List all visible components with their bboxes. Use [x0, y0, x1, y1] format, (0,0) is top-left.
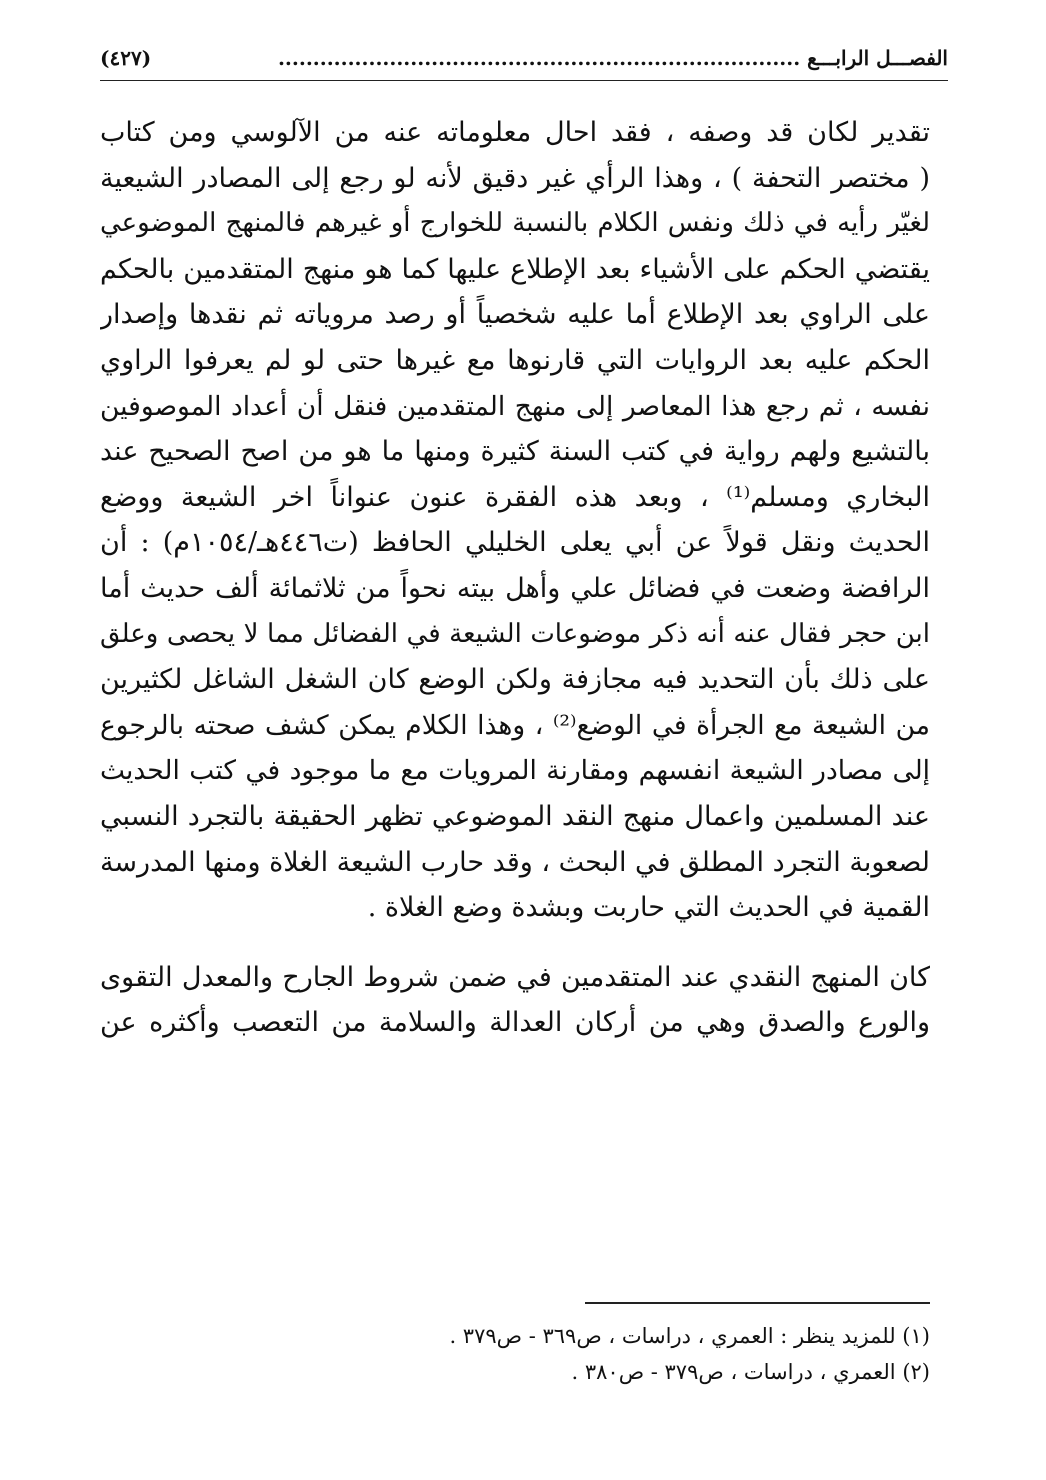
chapter-title	[278, 46, 948, 70]
chapter-title-text: الفصـــل الرابـــع	[807, 46, 948, 70]
page-header	[100, 38, 948, 78]
text-line: لغيّر رأيه في ذلك ونفس الكلام بالنسبة للخوارج أو غيرهم فالمنهج الموضوعي	[100, 208, 930, 239]
text-line: ابن حجر فقال عنه أنه ذكر موضوعات الشيعة في الفضائل مما لا يحصى وعلق	[100, 618, 930, 649]
text-line: القمية في الحديث التي حاربت وبشدة وضع الغلاة .	[367, 892, 930, 924]
footnote-1: (١) للمزيد ينظر : العمري ، دراسات ، ص٣٦٩ - ص٣٧٩ .	[449, 1324, 930, 1348]
footnotes	[100, 1318, 930, 1390]
text-line: الحكم عليه بعد الروايات التي قارنوها مع غيرها حتى لو لم يعرفوا الراوي	[100, 344, 930, 376]
text-line: تقدير لكان قد وصفه ، فقد احال معلوماته عنه من الآلوسي ومن كتاب	[100, 117, 930, 148]
paragraph-1	[100, 110, 930, 931]
text-line: كان المنهج النقدي عند المتقدمين في ضمن شروط الجارح والمعدل التقوى	[100, 961, 930, 993]
text-line: على ذلك بأن التحديد فيه مجازفة ولكن الوضع كان الشغل الشاغل لكثيرين	[100, 664, 930, 696]
text-line: لصعوبة التجرد المطلق في البحث ، وقد حارب الشيعة الغلاة ومنها المدرسة	[100, 846, 930, 878]
text-line: إلى مصادر الشيعة انفسهم ومقارنة المرويات مع ما موجود في كتب الحديث	[100, 755, 930, 787]
text-line: الحديث ونقل قولاً عن أبي يعلى الخليلي الحافظ (ت٤٤٦هـ/١٠٥٤م) : أن	[100, 527, 930, 559]
page-number: (٤٢٧)	[100, 46, 152, 70]
text-line: بالتشيع ولهم رواية في كتب السنة كثيرة ومنها ما هو من اصح الصحيح عند	[100, 436, 930, 468]
text-line: نفسه ، ثم رجع هذا المعاصر إلى منهج المتقدمين فنقل أن أعداد الموصوفين	[100, 390, 930, 422]
text-line: والورع والصدق وهي من أركان العدالة والسلامة من التعصب وأكثره عن	[100, 1007, 930, 1039]
text-line: على الراوي بعد الإطلاع أما عليه شخصياً أو رصد مروياته ثم نقدها وإصدار	[100, 299, 930, 331]
text-line: عند المسلمين واعمال منهج النقد الموضوعي تظهر الحقيقة بالتجرد النسبي	[100, 800, 930, 832]
text-line: البخاري ومسلم⁽¹⁾ ، وبعد هذه الفقرة عنون عنواناً اخر الشيعة ووضع	[100, 481, 930, 513]
main-text	[100, 110, 930, 1046]
header-leader-dots: ...........................................................................	[277, 46, 808, 70]
footnote-divider	[585, 1302, 930, 1304]
paragraph-2	[100, 955, 930, 1046]
text-line: من الشيعة مع الجرأة في الوضع⁽²⁾ ، وهذا الكلام يمكن كشف صحته بالرجوع	[100, 709, 930, 741]
text-line: الرافضة وضعت في فضائل علي وأهل بيته نحواً من ثلاثمائة ألف حديث أما	[100, 572, 930, 604]
text-line: ( مختصر التحفة ) ، وهذا الرأي غير دقيق لأنه لو رجع إلى المصادر الشيعية	[100, 162, 930, 194]
text-line: يقتضي الحكم على الأشياء بعد الإطلاع عليها كما هو منهج المتقدمين بالحكم	[100, 253, 930, 285]
footnote-2: (٢) العمري ، دراسات ، ص٣٧٩ - ص٣٨٠ .	[571, 1360, 930, 1384]
header-divider	[100, 80, 948, 81]
